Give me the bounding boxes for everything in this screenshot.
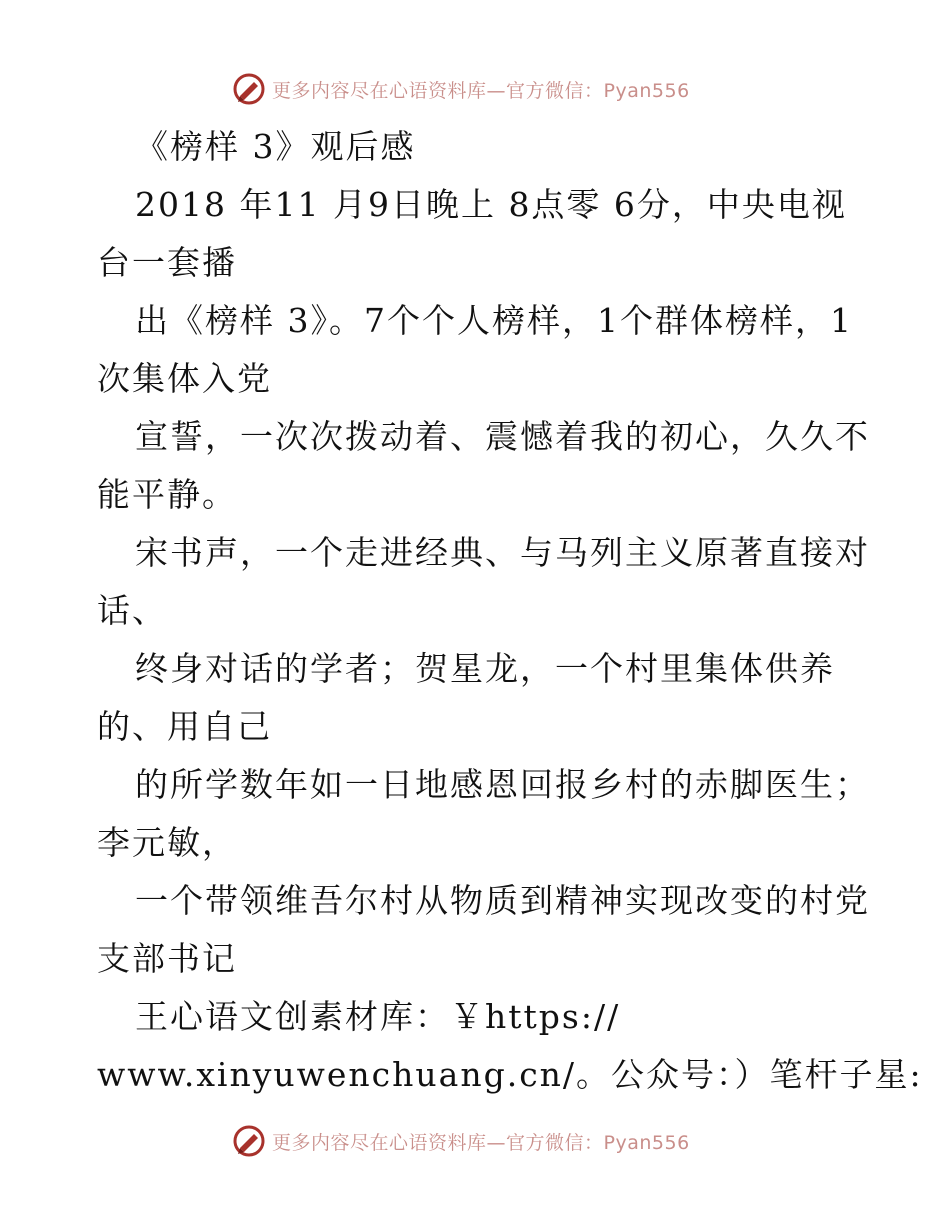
text-line: 出《榜样 3》。7个个人榜样，1个群体榜样，1: [135, 301, 853, 340]
text-line: 王心语文创素材库：￥https://: [135, 997, 621, 1036]
text-line: 次集体入党: [97, 359, 272, 398]
text-line: 话、: [97, 591, 167, 630]
text-line: 一个带领维吾尔村从物质到精神实现改变的村党: [135, 881, 870, 920]
text-line: 宋书声，一个走进经典、与马列主义原著直接对: [135, 533, 870, 572]
header-banner-text: 更多内容尽在心语资料库—官方微信：Pyan556: [272, 79, 690, 102]
footer-banner-text: 更多内容尽在心语资料库—官方微信：Pyan556: [272, 1131, 690, 1154]
text-line: 的所学数年如一日地感恩回报乡村的赤脚医生；: [135, 765, 870, 804]
text-line: 李元敏，: [97, 823, 237, 862]
text-line: 台一套播: [97, 243, 237, 282]
text-line: 的、用自己: [97, 707, 272, 746]
document-body: [97, 118, 923, 1104]
text-line: 宣誓，一次次拨动着、震憾着我的初心，久久不: [135, 417, 870, 456]
text-line: 《榜样 3》观后感: [135, 127, 416, 166]
pen-logo-icon: [232, 1124, 266, 1158]
pen-logo-icon: [232, 72, 266, 106]
text-line: www.xinyuwenchuang.cn/。公众号：）笔杆子星:: [97, 1055, 923, 1094]
text-line: 终身对话的学者；贺星龙，一个村里集体供养: [135, 649, 835, 688]
text-line: 能平静。: [97, 475, 237, 514]
text-line: 2018 年11 月9日晚上 8点零 6分，中央电视: [135, 185, 847, 224]
footer-banner: [232, 1124, 690, 1158]
text-line: 支部书记: [97, 939, 237, 978]
header-banner: [232, 72, 690, 106]
